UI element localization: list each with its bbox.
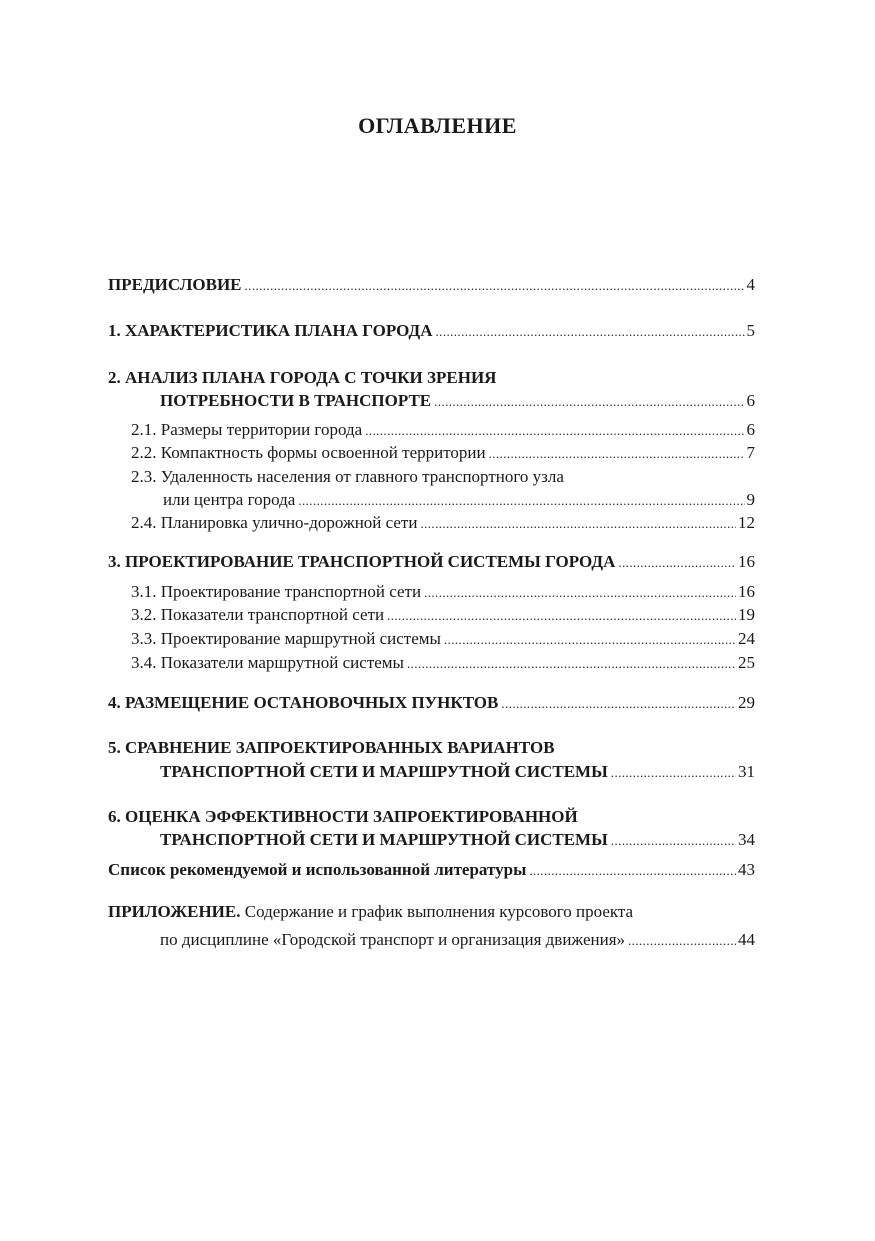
toc-entry-ch3-2[interactable] xyxy=(131,604,755,626)
dot-leader xyxy=(529,859,736,881)
toc-entry-title: ТРАНСПОРТНОЙ СЕТИ И МАРШРУТНОЙ СИСТЕМЫ xyxy=(160,830,608,849)
dot-leader xyxy=(420,512,736,534)
toc-entry-ch2-3[interactable] xyxy=(163,489,755,511)
toc-entry-preface[interactable] xyxy=(108,274,755,296)
dot-leader xyxy=(611,829,736,851)
toc-entry-appendix[interactable] xyxy=(160,929,755,951)
dot-leader xyxy=(387,604,736,626)
page-number: 19 xyxy=(738,605,755,624)
toc-entry-ch1[interactable] xyxy=(108,320,755,342)
toc-entry-title: 1. ХАРАКТЕРИСТИКА ПЛАНА ГОРОДА xyxy=(108,321,433,340)
toc-entry-title: 2.2. Компактность формы освоенной территории xyxy=(131,443,486,462)
toc-entry-ch6[interactable] xyxy=(160,829,755,851)
toc-entry-ch6-line1[interactable]: 6. ОЦЕНКА ЭФФЕКТИВНОСТИ ЗАПРОЕКТИРОВАННОЙ xyxy=(108,807,578,826)
toc-entry-title: или центра города xyxy=(163,490,296,509)
page-number: 44 xyxy=(738,930,755,949)
toc-entry-title: ТРАНСПОРТНОЙ СЕТИ И МАРШРУТНОЙ СИСТЕМЫ xyxy=(160,762,608,781)
toc-entry-ch3-4[interactable] xyxy=(131,652,755,674)
page-number: 24 xyxy=(738,629,755,648)
dot-leader xyxy=(365,419,744,441)
page-number: 7 xyxy=(746,443,755,462)
page-number: 25 xyxy=(738,653,755,672)
page-number: 5 xyxy=(746,321,755,340)
toc-entry-title: 2.4. Планировка улично-дорожной сети xyxy=(131,513,418,532)
page-number: 34 xyxy=(738,830,755,849)
dot-leader xyxy=(245,274,745,296)
dot-leader xyxy=(501,692,736,714)
toc-entry-title: Список рекомендуемой и использованной литературы xyxy=(108,860,527,879)
toc-entry-ch5-line1[interactable]: 5. СРАВНЕНИЕ ЗАПРОЕКТИРОВАННЫХ ВАРИАНТОВ xyxy=(108,738,555,757)
page-number: 9 xyxy=(746,490,755,509)
toc-entry-ch5[interactable] xyxy=(160,761,755,783)
toc-entry-title: ПОТРЕБНОСТИ В ТРАНСПОРТЕ xyxy=(160,391,432,410)
toc-entry-ch3-1[interactable] xyxy=(131,581,755,603)
page-number: 29 xyxy=(738,693,755,712)
page-number: 4 xyxy=(746,275,755,294)
toc-entry-ch2-1[interactable] xyxy=(131,419,755,441)
dot-leader xyxy=(444,628,736,650)
toc-entry-ch4[interactable] xyxy=(108,692,755,714)
page-number: 12 xyxy=(738,513,755,532)
page-number: 6 xyxy=(746,391,755,410)
dot-leader xyxy=(407,652,736,674)
page-number: 16 xyxy=(738,552,755,571)
toc-entry-ch3-3[interactable] xyxy=(131,628,755,650)
toc-entry-ch2-2[interactable] xyxy=(131,442,755,464)
toc-entry-bibliography[interactable] xyxy=(108,859,755,881)
toc-entry-ch2-4[interactable] xyxy=(131,512,755,534)
toc-entry-title: 3.1. Проектирование транспортной сети xyxy=(131,582,422,601)
dot-leader xyxy=(611,761,736,783)
appendix-description: Содержание и график выполнения курсового проекта xyxy=(244,902,634,921)
toc-entry-title: ПРЕДИСЛОВИЕ xyxy=(108,275,242,294)
toc-entry-title: по дисциплине «Городской транспорт и организация движения» xyxy=(160,930,626,949)
toc-entry-title: 3. ПРОЕКТИРОВАНИЕ ТРАНСПОРТНОЙ СИСТЕМЫ ГОРОДА xyxy=(108,552,616,571)
page-number: 6 xyxy=(746,420,755,439)
appendix-label: ПРИЛОЖЕНИЕ. xyxy=(108,902,241,921)
dot-leader xyxy=(424,581,736,603)
toc-entry-ch3[interactable] xyxy=(108,551,755,573)
dot-leader xyxy=(618,551,736,573)
toc-entry-title: 3.3. Проектирование маршрутной системы xyxy=(131,629,441,648)
dot-leader xyxy=(628,929,736,951)
toc-entry-title: 3.4. Показатели маршрутной системы xyxy=(131,653,404,672)
toc-entry-title: 3.2. Показатели транспортной сети xyxy=(131,605,385,624)
toc-entry-ch2-3-line1[interactable]: 2.3. Удаленность населения от главного транспортного узла xyxy=(131,467,564,486)
dot-leader xyxy=(436,320,745,342)
page-number: 16 xyxy=(738,582,755,601)
toc-entry-appendix-line1[interactable] xyxy=(108,901,633,923)
toc-entry-title: 4. РАЗМЕЩЕНИЕ ОСТАНОВОЧНЫХ ПУНКТОВ xyxy=(108,693,499,712)
dot-leader xyxy=(489,442,745,464)
page-number: 43 xyxy=(738,860,755,879)
page-title: ОГЛАВЛЕНИЕ xyxy=(358,113,517,138)
toc-entry-ch2[interactable] xyxy=(160,390,755,412)
toc-entry-ch2-line1[interactable]: 2. АНАЛИЗ ПЛАНА ГОРОДА С ТОЧКИ ЗРЕНИЯ xyxy=(108,368,497,387)
toc-entry-title: 2.1. Размеры территории города xyxy=(131,420,363,439)
page-number: 31 xyxy=(738,762,755,781)
dot-leader xyxy=(298,489,744,511)
dot-leader xyxy=(434,390,744,412)
